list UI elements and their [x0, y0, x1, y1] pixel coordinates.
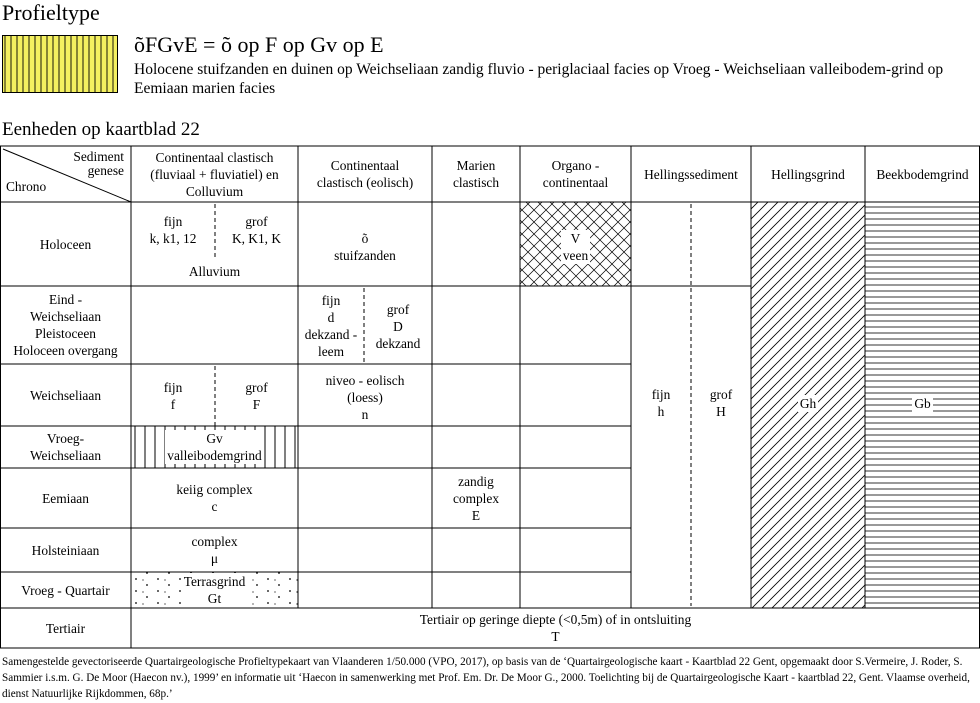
cell-tertiair: Tertiair op geringe diepte (<0,5m) of in ontsluiting T	[419, 612, 692, 644]
corner-sediment: Sediment	[73, 149, 124, 164]
row-header-holsteiniaan: Holsteiniaan	[31, 542, 100, 558]
col-header-continentaal-eolisch: Continentaal clastisch (eolisch)	[316, 158, 414, 190]
row-header-vroeg-weichseliaan: Vroeg- Weichseliaan	[29, 431, 102, 463]
cell-helling-fijn: fijn h	[651, 387, 671, 419]
cell-zandig-complex: zandig complex E	[452, 473, 500, 523]
profiletype-description: Holocene stuifzanden en duinen op Weichseliaan zandig fluvio - periglaciaal facies op Vroeg - Weichseliaan valleibodem-grind op Eemiaan marien facies	[134, 61, 944, 97]
row-header-tertiair: Tertiair	[45, 620, 86, 636]
col-header-hellingsgrind: Hellingsgrind	[771, 166, 845, 182]
row-header-weichseliaan: Weichseliaan	[29, 387, 102, 403]
cell-complex-mu: complex μ	[191, 534, 238, 566]
profiletype-heading: Profieltype	[2, 0, 100, 25]
cell-holoceen-fijn: fijn k, k1, 12	[149, 214, 197, 246]
col-header-hellingssediment: Hellingssediment	[644, 166, 738, 182]
cell-alluvium: Alluvium	[188, 264, 241, 279]
cell-keiig-complex: keiig complex c	[176, 482, 253, 514]
cell-eind-fijn: fijn d dekzand - leem	[304, 293, 358, 359]
cell-hellingsgrind-gh: Gh	[799, 395, 817, 411]
row-header-eind-weichseliaan: Eind - Weichseliaan Pleistoceen Holoceen overgang	[13, 292, 118, 358]
cell-niveo-eolisch: niveo - eolisch (loess) n	[325, 372, 405, 422]
units-heading: Eenheden op kaartblad 22	[2, 119, 200, 140]
cell-valleibodemgrind: Gv valleibodemgrind	[167, 431, 262, 463]
row-header-eemiaan: Eemiaan	[42, 490, 89, 506]
cell-weichseliaan-fijn: fijn f	[163, 380, 183, 412]
col-header-beekbodemgrind: Beekbodemgrind	[876, 166, 969, 182]
cell-eind-grof: grof D dekzand	[375, 301, 421, 351]
cell-stuifzanden: õ stuifzanden	[334, 231, 396, 263]
cell-helling-grof: grof H	[709, 387, 733, 419]
profiletype-formula: õFGvE = õ op F op Gv op E	[134, 32, 384, 57]
cell-weichseliaan-grof: grof F	[245, 380, 268, 412]
col-header-marien: Marien clastisch	[452, 158, 500, 190]
row-header-vroeg-quartair: Vroeg - Quartair	[21, 582, 110, 598]
cell-terrasgrind: Terrasgrind Gt	[183, 574, 246, 606]
col-header-organo: Organo - continentaal	[542, 158, 609, 190]
row-header-holoceen: Holoceen	[39, 236, 92, 252]
corner-chrono: Chrono	[6, 179, 47, 194]
cell-holoceen-grof: grof K, K1, K	[231, 214, 282, 246]
source-footnote: Samengestelde gevectoriseerde Quartairgeologische Profieltypekaart van Vlaanderen 1/50.000 (VPO, 2017), op basis van de ‘Quartairgeologische kaart - Kaartblad 22 Gent, opgemaakt door S.Vermeire, J. Roder, S. Sammier i.s.m. G. De Moor (Haecon nv.), 1999’ en informatie uit ‘Haecon in samenwerking met Prof. Em. Dr. De Moor G., 2000. Toelichting bij de Quartairgeologische Kaart - kaartblad 22, Gent. Vlaamse overheid, dienst Natuurlijke Rijkdommen, 68p.’	[2, 656, 970, 700]
cell-veen: V veen	[562, 231, 589, 263]
col-header-continentaal-fluviaal: Continentaal clastisch (fluviaal + fluviatiel) en Colluvium	[150, 149, 279, 199]
corner-genese: genese	[87, 163, 124, 178]
cell-beekbodemgrind-gb: Gb	[914, 395, 931, 411]
